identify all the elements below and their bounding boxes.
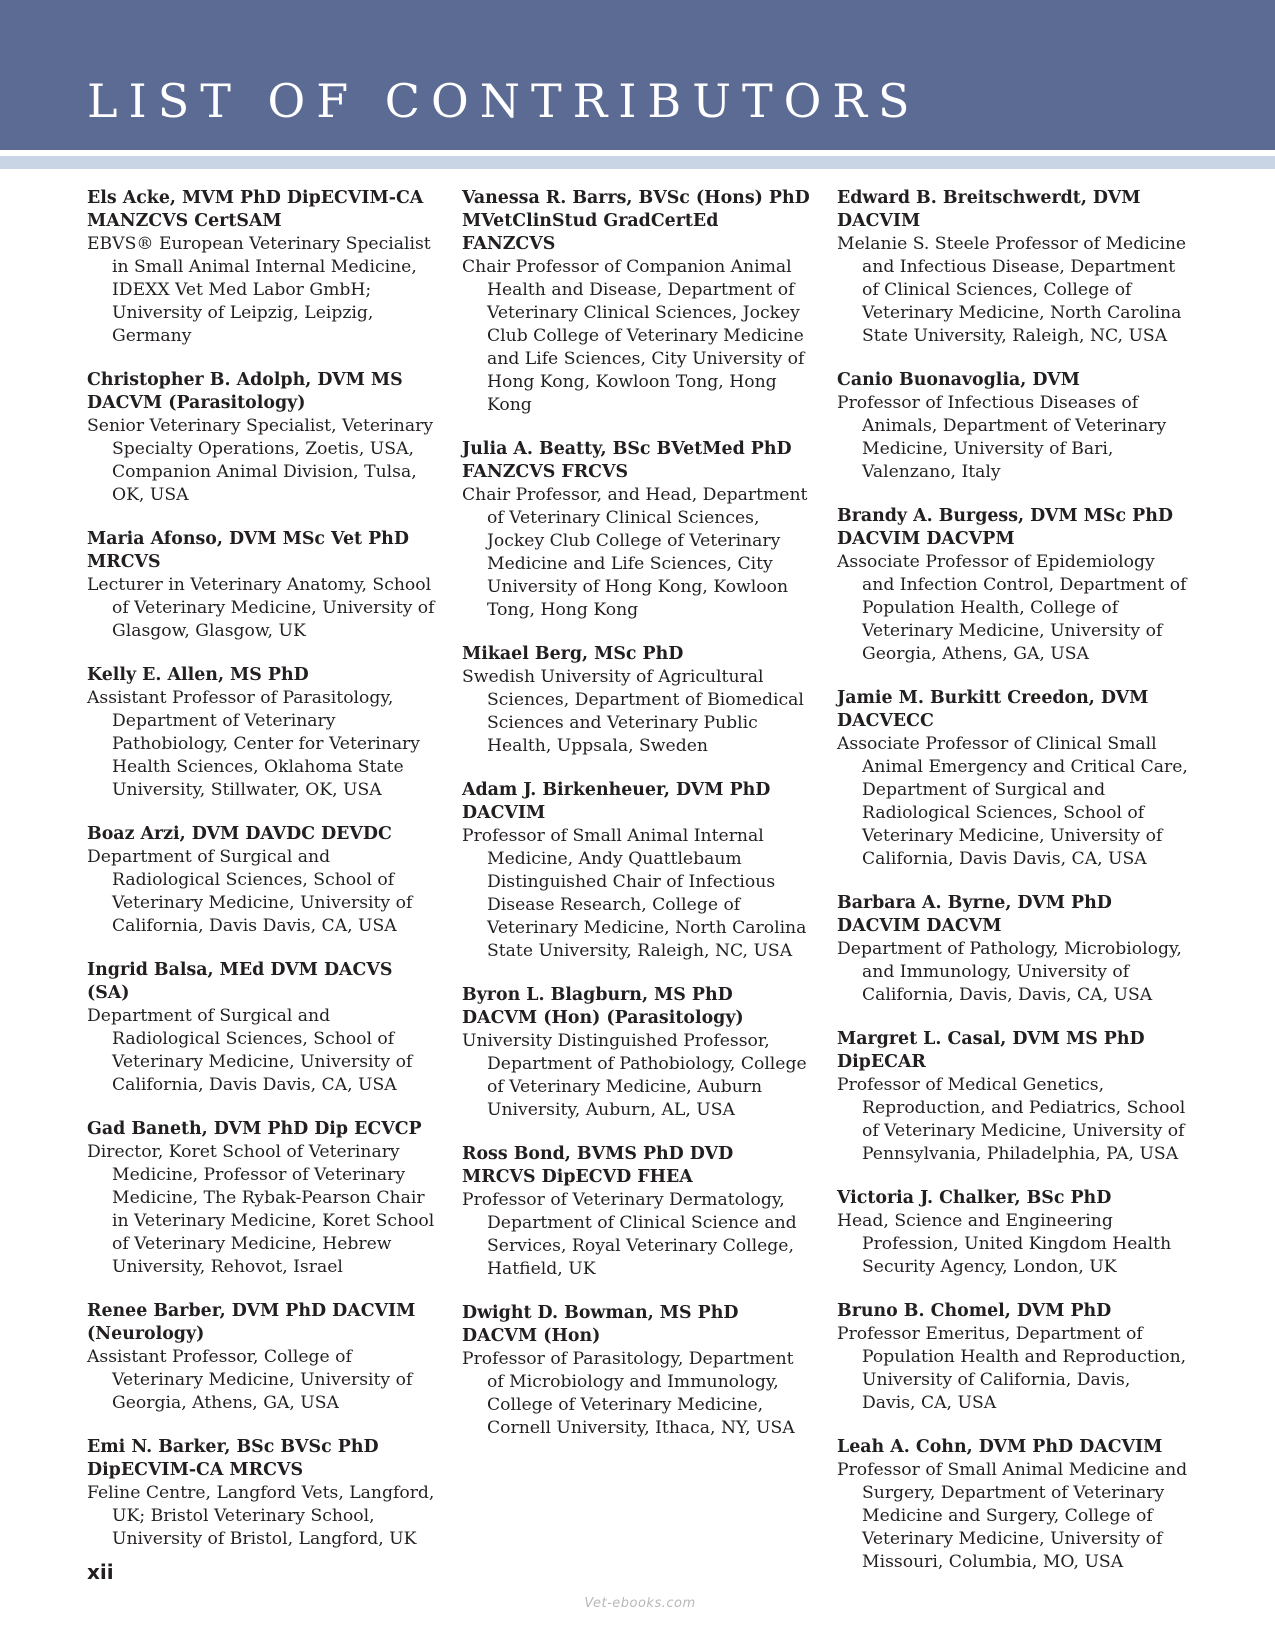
contributor-affiliation: Head, Science and Engineering Profession, United Kingdom Health Security Agency, London, UK: [837, 1211, 1172, 1277]
contributor-affiliation: Chair Professor of Companion Animal Health and Disease, Department of Veterinary Clinical Sciences, Jockey Club College of Veterinary Medicine and Life Sciences, City University of Hong Kong, Kowloon Tong, Hong Kong: [462, 257, 805, 415]
contributor-entry: [87, 187, 437, 348]
contributor-entry: [837, 187, 1189, 348]
contributor-name: Ingrid Balsa, MEd DVM DACVS (SA): [87, 960, 393, 1003]
contributor-name: Margret L. Casal, DVM MS PhD DipECAR: [837, 1029, 1145, 1072]
contributor-affiliation: Professor of Infectious Diseases of Animals, Department of Veterinary Medicine, University of Bari, Valenzano, Italy: [837, 393, 1167, 482]
contributor-affiliation: University Distinguished Professor, Department of Pathobiology, College of Veterinary Medicine, Auburn University, Auburn, AL, USA: [462, 1031, 807, 1120]
contributors-column-2: [462, 187, 812, 1461]
contributor-affiliation: Department of Surgical and Radiological Sciences, School of Veterinary Medicine, University of California, Davis Davis, CA, USA: [87, 1006, 413, 1095]
contributor-affiliation: Associate Professor of Clinical Small Animal Emergency and Critical Care, Department of Surgical and Radiological Sciences, School of Veterinary Medicine, University of California, Davis Davis, CA, USA: [837, 734, 1188, 869]
contributor-name: Bruno B. Chomel, DVM PhD: [837, 1301, 1112, 1321]
contributor-entry: [837, 1028, 1189, 1166]
contributor-name: Renee Barber, DVM PhD DACVIM (Neurology): [87, 1301, 416, 1344]
contributor-entry: [87, 823, 437, 938]
contributor-affiliation: Professor of Veterinary Dermatology, Department of Clinical Science and Services, Royal Veterinary College, Hatfield, UK: [462, 1190, 797, 1279]
contributor-entry: [462, 984, 812, 1122]
contributor-name: Els Acke, MVM PhD DipECVIM-CA MANZCVS CertSAM: [87, 188, 424, 231]
contributor-entry: [837, 1436, 1189, 1574]
contributor-entry: [837, 892, 1189, 1007]
contributor-name: Gad Baneth, DVM PhD Dip ECVCP: [87, 1119, 422, 1139]
contributor-name: Canio Buonavoglia, DVM: [837, 370, 1080, 390]
contributor-name: Maria Afonso, DVM MSc Vet PhD MRCVS: [87, 529, 409, 572]
contributor-affiliation: Professor of Parasitology, Department of Microbiology and Immunology, College of Veterinary Medicine, Cornell University, Ithaca, NY, USA: [462, 1349, 795, 1438]
contributor-entry: [87, 1436, 437, 1551]
contributor-entry: [462, 1302, 812, 1440]
contributor-name: Leah A. Cohn, DVM PhD DACVIM: [837, 1437, 1163, 1457]
header-band: [0, 0, 1275, 150]
contributor-name: Brandy A. Burgess, DVM MSc PhD DACVIM DACVPM: [837, 506, 1173, 549]
contributor-name: Jamie M. Burkitt Creedon, DVM DACVECC: [837, 688, 1149, 731]
contributor-entry: [87, 369, 437, 507]
contributor-affiliation: Senior Veterinary Specialist, Veterinary Specialty Operations, Zoetis, USA, Companion Animal Division, Tulsa, OK, USA: [87, 416, 434, 505]
contributor-name: Byron L. Blagburn, MS PhD DACVM (Hon) (Parasitology): [462, 985, 744, 1028]
contributors-column-1: [87, 187, 437, 1572]
contributor-name: Ross Bond, BVMS PhD DVD MRCVS DipECVD FHEA: [462, 1144, 734, 1187]
contributor-entry: [837, 687, 1189, 871]
contributor-affiliation: Swedish University of Agricultural Sciences, Department of Biomedical Sciences and Veterinary Public Health, Uppsala, Sweden: [462, 667, 804, 756]
contributor-affiliation: Assistant Professor, College of Veterinary Medicine, University of Georgia, Athens, GA, USA: [87, 1347, 413, 1413]
contributor-name: Emi N. Barker, BSc BVSc PhD DipECVIM-CA MRCVS: [87, 1437, 379, 1480]
contributor-name: Mikael Berg, MSc PhD: [462, 644, 684, 664]
contributor-entry: [837, 505, 1189, 666]
contributor-affiliation: Professor of Small Animal Internal Medicine, Andy Quattlebaum Distinguished Chair of Infectious Disease Research, College of Veterinary Medicine, North Carolina State University, Raleigh, NC, USA: [462, 826, 807, 961]
page-number: xii: [87, 1560, 114, 1584]
contributor-affiliation: Assistant Professor of Parasitology, Department of Veterinary Pathobiology, Center for Veterinary Health Sciences, Oklahoma State University, Stillwater, OK, USA: [87, 688, 420, 800]
watermark: Vet-ebooks.com: [584, 1596, 696, 1611]
page-title: LIST OF CONTRIBUTORS: [87, 74, 921, 128]
contributor-affiliation: Department of Pathology, Microbiology, and Immunology, University of California, Davis, Davis, CA, USA: [837, 939, 1182, 1005]
contributor-affiliation: Chair Professor, and Head, Department of Veterinary Clinical Sciences, Jockey Club College of Veterinary Medicine and Life Sciences, City University of Hong Kong, Kowloon Tong, Hong Kong: [462, 485, 808, 620]
contributor-affiliation: Melanie S. Steele Professor of Medicine and Infectious Disease, Department of Clinical Sciences, College of Veterinary Medicine, North Carolina State University, Raleigh, NC, USA: [837, 234, 1187, 346]
contributor-name: Adam J. Birkenheuer, DVM PhD DACVIM: [462, 780, 771, 823]
contributor-name: Boaz Arzi, DVM DAVDC DEVDC: [87, 824, 392, 844]
contributor-entry: [462, 1143, 812, 1281]
contributor-entry: [462, 643, 812, 758]
contributor-entry: [462, 779, 812, 963]
contributor-affiliation: Professor of Medical Genetics, Reproduction, and Pediatrics, School of Veterinary Medicine, University of Pennsylvania, Philadelphia, PA, USA: [837, 1075, 1186, 1164]
contributor-name: Julia A. Beatty, BSc BVetMed PhD FANZCVS FRCVS: [462, 439, 792, 482]
contributor-name: Barbara A. Byrne, DVM PhD DACVIM DACVM: [837, 893, 1112, 936]
contributor-affiliation: Professor Emeritus, Department of Population Health and Reproduction, University of California, Davis, Davis, CA, USA: [837, 1324, 1187, 1413]
contributor-affiliation: Professor of Small Animal Medicine and Surgery, Department of Veterinary Medicine and Surgery, College of Veterinary Medicine, University of Missouri, Columbia, MO, USA: [837, 1460, 1188, 1572]
contributor-entry: [837, 369, 1189, 484]
contributor-entry: [462, 438, 812, 622]
contributors-column-3: [837, 187, 1189, 1595]
contributor-name: Victoria J. Chalker, BSc PhD: [837, 1188, 1112, 1208]
contributor-entry: [87, 528, 437, 643]
contributor-affiliation: Lecturer in Veterinary Anatomy, School of Veterinary Medicine, University of Glasgow, Glasgow, UK: [87, 575, 435, 641]
contributor-entry: [87, 1118, 437, 1279]
contributor-affiliation: Feline Centre, Langford Vets, Langford, UK; Bristol Veterinary School, University of Bristol, Langford, UK: [87, 1483, 435, 1549]
contributor-name: Christopher B. Adolph, DVM MS DACVM (Parasitology): [87, 370, 403, 413]
header-rule: [0, 156, 1275, 169]
contributor-name: Kelly E. Allen, MS PhD: [87, 665, 309, 685]
contributor-name: Dwight D. Bowman, MS PhD DACVM (Hon): [462, 1303, 739, 1346]
contributor-affiliation: Director, Koret School of Veterinary Medicine, Professor of Veterinary Medicine, The Rybak-Pearson Chair in Veterinary Medicine, Koret School of Veterinary Medicine, Hebrew University, Rehovot, Israel: [87, 1142, 435, 1277]
contributor-affiliation: Department of Surgical and Radiological Sciences, School of Veterinary Medicine, University of California, Davis Davis, CA, USA: [87, 847, 413, 936]
contributor-name: Vanessa R. Barrs, BVSc (Hons) PhD MVetClinStud GradCertEd FANZCVS: [462, 188, 810, 254]
contributor-entry: [87, 1300, 437, 1415]
contributor-entry: [87, 664, 437, 802]
contributor-affiliation: Associate Professor of Epidemiology and Infection Control, Department of Population Health, College of Veterinary Medicine, University of Georgia, Athens, GA, USA: [837, 552, 1187, 664]
contributor-entry: [87, 959, 437, 1097]
contributor-entry: [462, 187, 812, 417]
contributor-entry: [837, 1300, 1189, 1415]
contributor-entry: [837, 1187, 1189, 1279]
contributor-name: Edward B. Breitschwerdt, DVM DACVIM: [837, 188, 1141, 231]
contributor-affiliation: EBVS® European Veterinary Specialist in Small Animal Internal Medicine, IDEXX Vet Med Labor GmbH; University of Leipzig, Leipzig, Germany: [87, 234, 431, 346]
